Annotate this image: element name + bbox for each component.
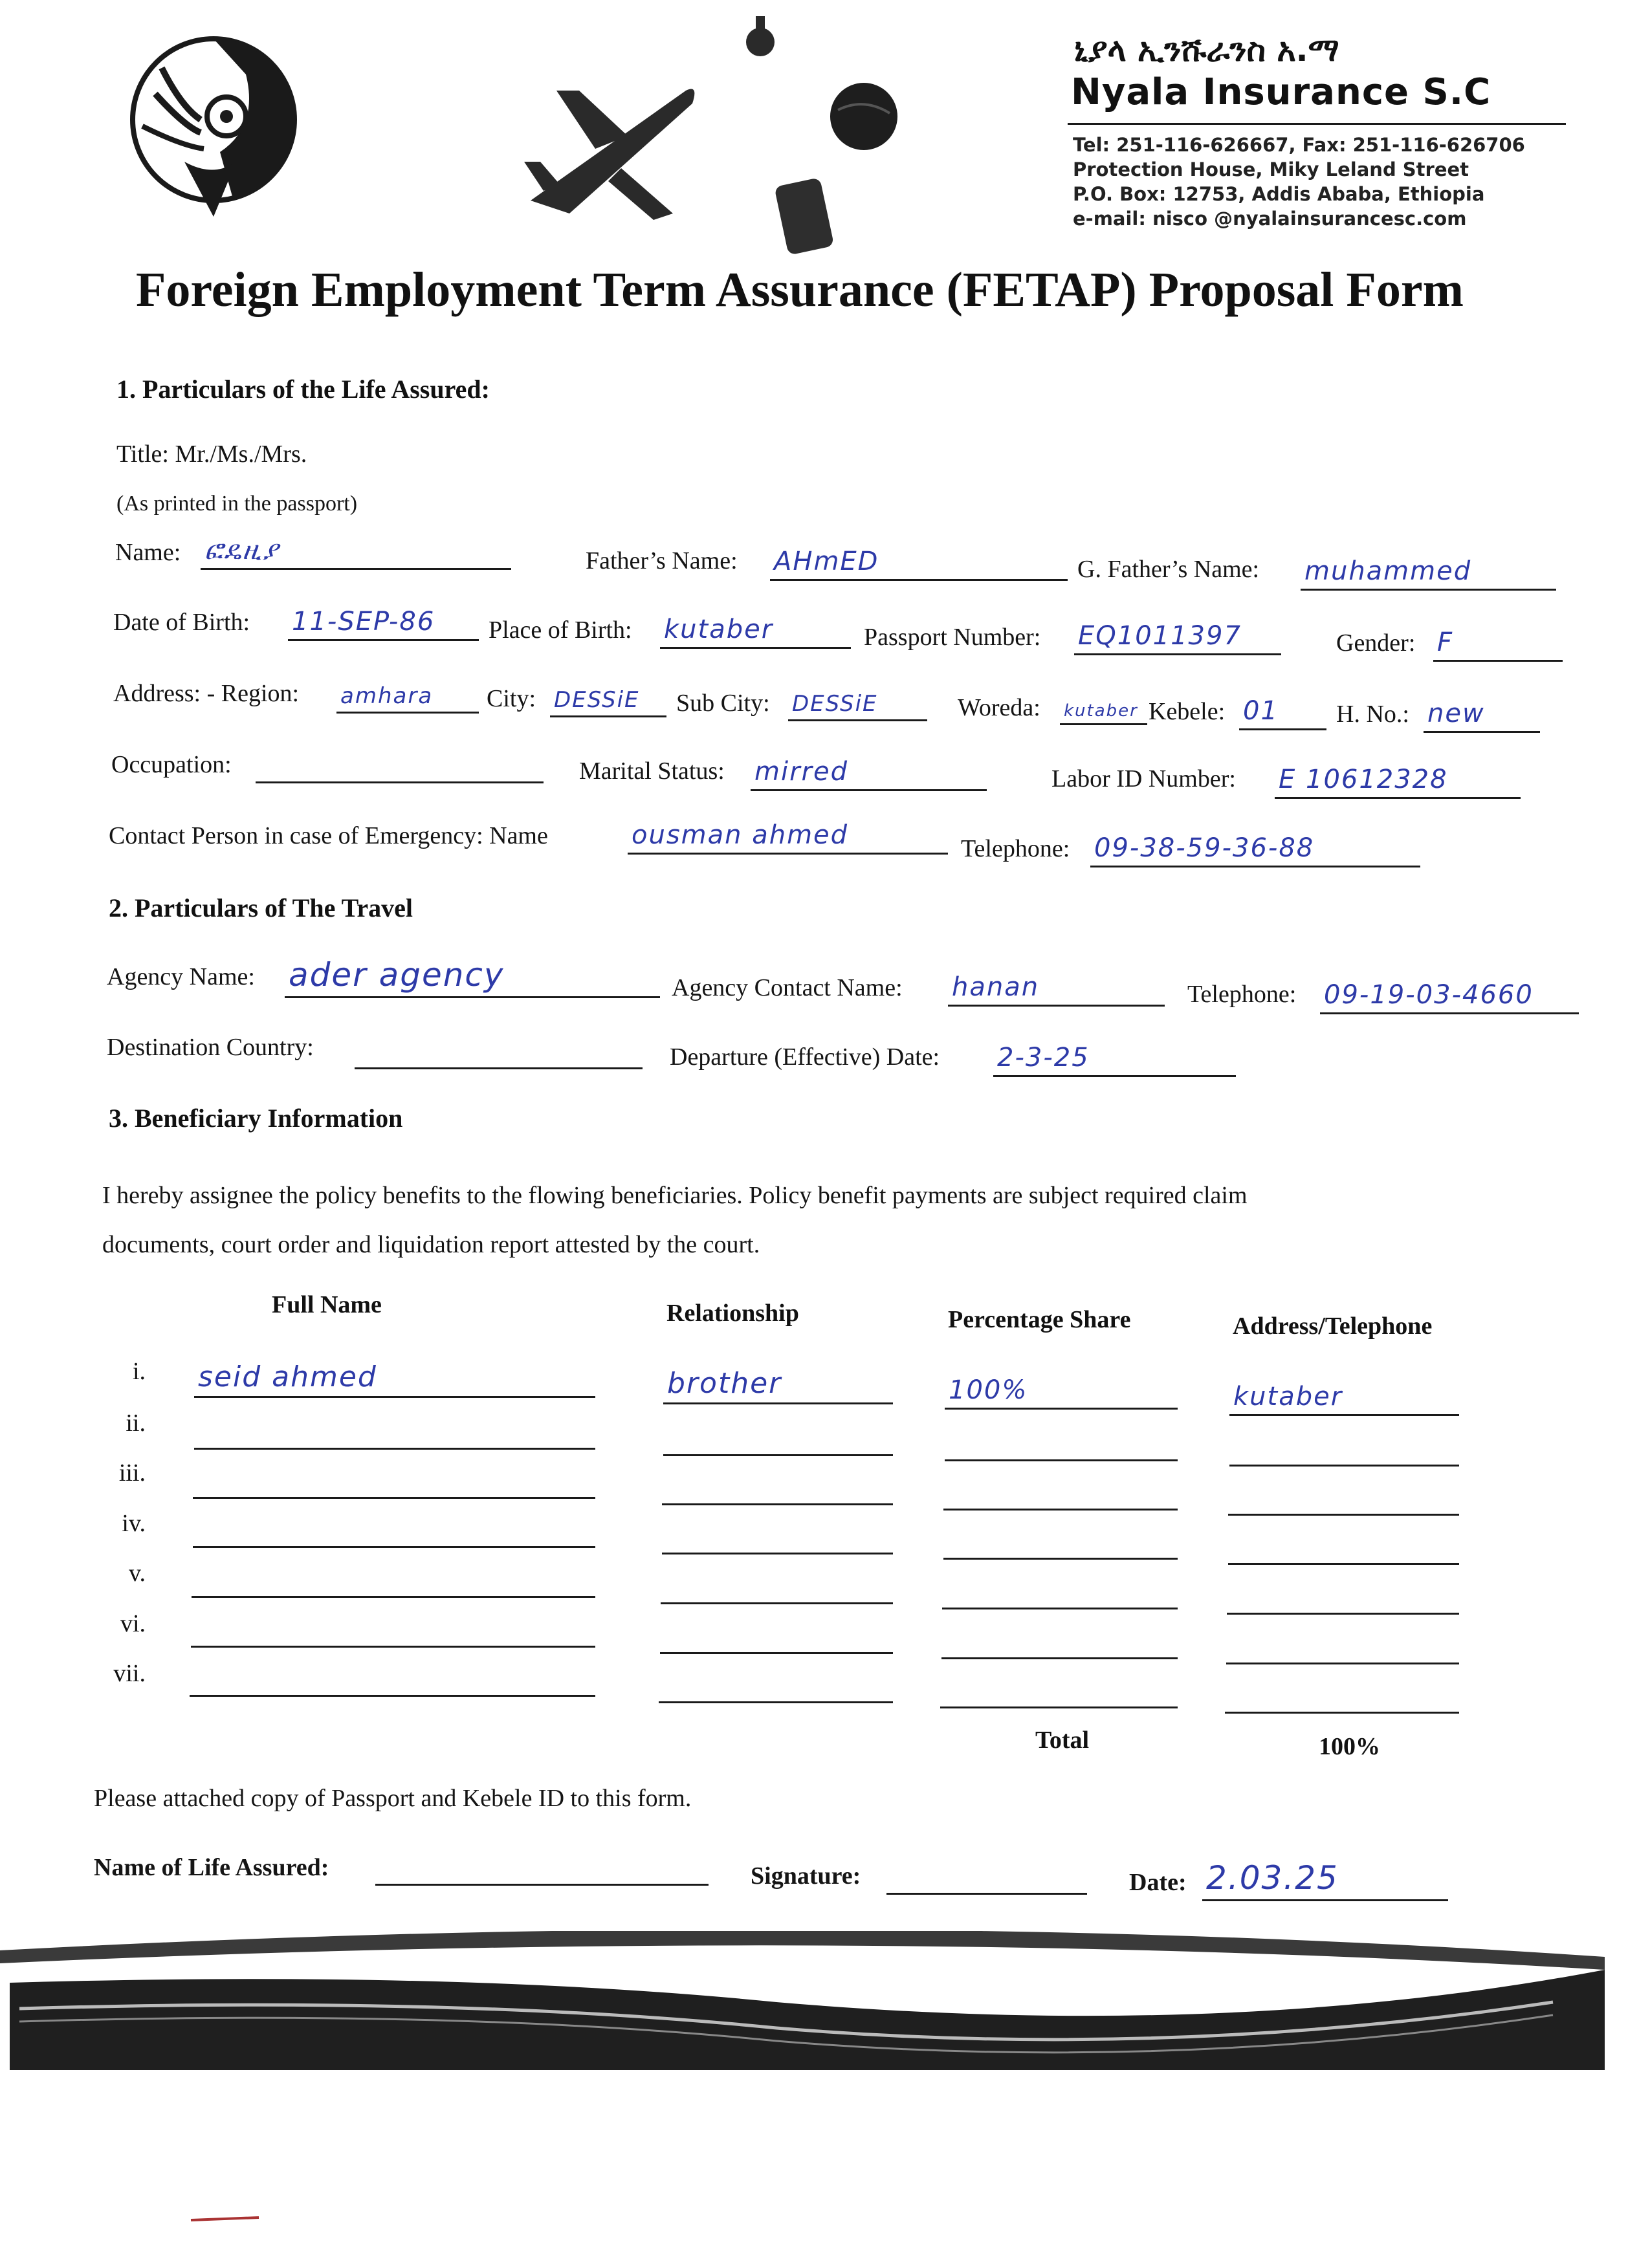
gender-label: Gender: bbox=[1336, 629, 1416, 657]
beneficiary-share-field[interactable] bbox=[943, 1558, 1178, 1560]
signature-label: Signature: bbox=[751, 1862, 861, 1890]
emergency-tel-field[interactable] bbox=[1090, 833, 1420, 867]
beneficiary-name-field[interactable] bbox=[194, 1448, 595, 1450]
contact-block bbox=[1073, 133, 1525, 231]
emergency-name-field[interactable] bbox=[628, 820, 948, 855]
city-value: DESSiE bbox=[554, 687, 640, 713]
name-field[interactable] bbox=[201, 536, 511, 570]
kebele-field[interactable] bbox=[1239, 696, 1326, 730]
nyala-logo bbox=[123, 23, 304, 236]
marital-label: Marital Status: bbox=[579, 758, 725, 785]
airplane-icon bbox=[518, 65, 705, 233]
laborid-field[interactable] bbox=[1275, 765, 1521, 799]
subcity-field[interactable] bbox=[788, 691, 927, 721]
beneficiary-relationship-field[interactable] bbox=[662, 1553, 893, 1554]
agency-tel-label: Telephone: bbox=[1187, 981, 1297, 1008]
section-2-heading: 2. Particulars of The Travel bbox=[109, 893, 413, 922]
row-number: ii. bbox=[126, 1410, 146, 1437]
emergency-label: Contact Person in case of Emergency: Name bbox=[109, 822, 548, 849]
destination-label: Destination Country: bbox=[107, 1034, 314, 1061]
company-name-amharic: ኒያላ ኢንሹራንስ አ.ማ bbox=[1074, 31, 1339, 69]
hno-value: new bbox=[1427, 699, 1485, 728]
key-icon bbox=[738, 13, 783, 65]
gfather-name-field[interactable] bbox=[1301, 556, 1556, 591]
beneficiary-address-field[interactable] bbox=[1225, 1712, 1459, 1714]
beneficiary-address-value: kutaber bbox=[1233, 1382, 1343, 1412]
region-label: Address: - Region: bbox=[113, 680, 300, 707]
city-label: City: bbox=[487, 685, 536, 712]
header-divider bbox=[1068, 123, 1566, 125]
gfather-name-label: G. Father’s Name: bbox=[1077, 556, 1260, 583]
dob-value: 11-SEP-86 bbox=[292, 607, 435, 637]
beneficiary-share-value: 100% bbox=[949, 1375, 1028, 1405]
col-percentage: Percentage Share bbox=[948, 1306, 1131, 1333]
kebele-label: Kebele: bbox=[1149, 698, 1226, 725]
region-value: amhara bbox=[340, 683, 434, 709]
section-1-heading: 1. Particulars of the Life Assured: bbox=[116, 375, 490, 404]
beneficiary-share-field[interactable] bbox=[945, 1375, 1178, 1410]
agency-value: ader agency bbox=[289, 956, 505, 994]
beneficiary-name-field[interactable] bbox=[194, 1360, 595, 1398]
date-label: Date: bbox=[1129, 1869, 1187, 1896]
title-label: Title: Mr./Ms./Mrs. bbox=[116, 441, 307, 468]
beneficiary-address-field[interactable] bbox=[1226, 1663, 1459, 1664]
marital-value: mirred bbox=[754, 757, 848, 787]
beneficiary-name-field[interactable] bbox=[193, 1546, 595, 1548]
dob-label: Date of Birth: bbox=[113, 609, 250, 636]
passport-field[interactable] bbox=[1074, 621, 1281, 655]
destination-field[interactable] bbox=[355, 1067, 643, 1069]
agency-tel-field[interactable] bbox=[1320, 980, 1579, 1014]
agency-contact-value: hanan bbox=[952, 972, 1040, 1002]
occupation-label: Occupation: bbox=[111, 751, 232, 778]
passport-label: Passport Number: bbox=[864, 624, 1041, 651]
region-field[interactable] bbox=[336, 683, 479, 714]
laborid-value: E 10612328 bbox=[1279, 765, 1448, 794]
marital-field[interactable] bbox=[751, 757, 987, 791]
name-value: ፎዴዚያ bbox=[204, 536, 280, 565]
beneficiary-share-field[interactable] bbox=[942, 1608, 1178, 1609]
scan-mark bbox=[188, 2212, 265, 2225]
company-name: Nyala Insurance S.C bbox=[1071, 71, 1491, 113]
agency-contact-label: Agency Contact Name: bbox=[672, 974, 903, 1001]
row-number: iii. bbox=[118, 1459, 146, 1487]
departure-field[interactable] bbox=[993, 1043, 1236, 1077]
beneficiary-relationship-value: brother bbox=[667, 1367, 782, 1400]
city-field[interactable] bbox=[550, 687, 666, 717]
emergency-name-value: ousman ahmed bbox=[632, 820, 849, 850]
agency-tel-value: 09-19-03-4660 bbox=[1324, 980, 1534, 1010]
date-field[interactable] bbox=[1202, 1859, 1448, 1901]
beneficiary-share-field[interactable] bbox=[943, 1509, 1178, 1510]
col-full-name: Full Name bbox=[272, 1291, 382, 1318]
dob-field[interactable] bbox=[288, 607, 479, 641]
total-label: Total bbox=[1035, 1727, 1090, 1754]
date-value: 2.03.25 bbox=[1206, 1859, 1339, 1897]
beneficiary-name-field[interactable] bbox=[192, 1596, 595, 1598]
contact-line: Tel: 251-116-626667, Fax: 251-116-626706 bbox=[1073, 134, 1525, 156]
total-value: 100% bbox=[1319, 1733, 1380, 1760]
subcity-label: Sub City: bbox=[676, 690, 770, 717]
gender-value: F bbox=[1437, 627, 1454, 657]
woreda-label: Woreda: bbox=[958, 694, 1040, 721]
globe-icon bbox=[825, 78, 903, 155]
agency-label: Agency Name: bbox=[107, 963, 255, 990]
beneficiary-name-value: seid ahmed bbox=[198, 1360, 377, 1393]
title-note: (As printed in the passport) bbox=[116, 492, 358, 516]
emergency-tel-label: Telephone: bbox=[961, 835, 1070, 862]
footer-wave-band bbox=[0, 1931, 1650, 2099]
beneficiary-address-field[interactable] bbox=[1229, 1465, 1459, 1467]
woreda-field[interactable] bbox=[1060, 701, 1147, 725]
beneficiary-relationship-field[interactable] bbox=[659, 1701, 893, 1703]
emergency-tel-value: 09-38-59-36-88 bbox=[1094, 833, 1315, 863]
departure-value: 2-3-25 bbox=[997, 1043, 1090, 1073]
pob-value: kutaber bbox=[664, 615, 774, 644]
beneficiary-relationship-field[interactable] bbox=[663, 1454, 893, 1456]
row-number: vi. bbox=[120, 1610, 146, 1637]
beneficiary-address-field[interactable] bbox=[1228, 1514, 1459, 1516]
kebele-value: 01 bbox=[1243, 696, 1279, 726]
col-relationship: Relationship bbox=[666, 1300, 799, 1327]
beneficiary-share-field[interactable] bbox=[945, 1459, 1178, 1461]
beneficiary-share-field[interactable] bbox=[941, 1657, 1178, 1659]
row-number: i. bbox=[132, 1358, 146, 1385]
row-number: v. bbox=[128, 1560, 146, 1587]
form-title: Foreign Employment Term Assurance (FETAP) Proposal Form bbox=[136, 263, 1464, 317]
father-name-value: AHmED bbox=[774, 547, 879, 576]
paragraph-line: documents, court order and liquidation report attested by the court. bbox=[102, 1231, 760, 1258]
beneficiary-paragraph bbox=[102, 1171, 1248, 1269]
signature-field[interactable] bbox=[886, 1893, 1087, 1895]
section-3-heading: 3. Beneficiary Information bbox=[109, 1104, 403, 1133]
beneficiary-name-field[interactable] bbox=[193, 1497, 595, 1499]
paragraph-line: I hereby assignee the policy benefits to the flowing beneficiaries. Policy benefit payments are subject required claim bbox=[102, 1182, 1248, 1209]
agency-field[interactable] bbox=[285, 956, 660, 998]
passport-value: EQ1011397 bbox=[1078, 621, 1242, 651]
departure-label: Departure (Effective) Date: bbox=[670, 1043, 940, 1071]
beneficiary-share-field[interactable] bbox=[940, 1706, 1178, 1708]
name-label: Name: bbox=[115, 539, 181, 566]
gender-field[interactable] bbox=[1433, 627, 1563, 662]
beneficiary-name-field[interactable] bbox=[191, 1646, 595, 1648]
woreda-value: kutaber bbox=[1064, 701, 1138, 721]
laborid-label: Labor ID Number: bbox=[1051, 765, 1236, 792]
pob-label: Place of Birth: bbox=[489, 616, 632, 644]
attach-note: Please attached copy of Passport and Kebele ID to this form. bbox=[94, 1785, 692, 1812]
occupation-field[interactable] bbox=[256, 781, 544, 783]
phone-icon bbox=[773, 175, 838, 259]
beneficiary-relationship-field[interactable] bbox=[660, 1652, 893, 1654]
beneficiary-address-field[interactable] bbox=[1229, 1382, 1459, 1416]
row-number: iv. bbox=[122, 1510, 146, 1537]
col-address: Address/Telephone bbox=[1233, 1313, 1433, 1340]
hno-label: H. No.: bbox=[1336, 701, 1409, 728]
beneficiary-relationship-field[interactable] bbox=[663, 1367, 893, 1404]
beneficiary-address-field[interactable] bbox=[1228, 1563, 1459, 1565]
father-name-label: Father’s Name: bbox=[586, 547, 738, 574]
gfather-name-value: muhammed bbox=[1304, 556, 1472, 586]
name-assured-label: Name of Life Assured: bbox=[94, 1854, 329, 1881]
father-name-field[interactable] bbox=[770, 547, 1068, 581]
beneficiary-name-field[interactable] bbox=[190, 1695, 595, 1697]
beneficiary-address-field[interactable] bbox=[1227, 1613, 1459, 1615]
contact-line: e-mail: nisco @nyalainsurancesc.com bbox=[1073, 208, 1467, 230]
beneficiary-relationship-field[interactable] bbox=[661, 1602, 893, 1604]
subcity-value: DESSiE bbox=[792, 691, 878, 717]
contact-line: Protection House, Miky Leland Street bbox=[1073, 158, 1469, 180]
contact-line: P.O. Box: 12753, Addis Ababa, Ethiopia bbox=[1073, 183, 1485, 205]
name-assured-field[interactable] bbox=[375, 1884, 709, 1886]
row-number: vii. bbox=[113, 1660, 146, 1687]
pob-field[interactable] bbox=[660, 615, 851, 649]
hno-field[interactable] bbox=[1424, 699, 1540, 733]
beneficiary-relationship-field[interactable] bbox=[662, 1503, 893, 1505]
agency-contact-field[interactable] bbox=[948, 972, 1165, 1007]
